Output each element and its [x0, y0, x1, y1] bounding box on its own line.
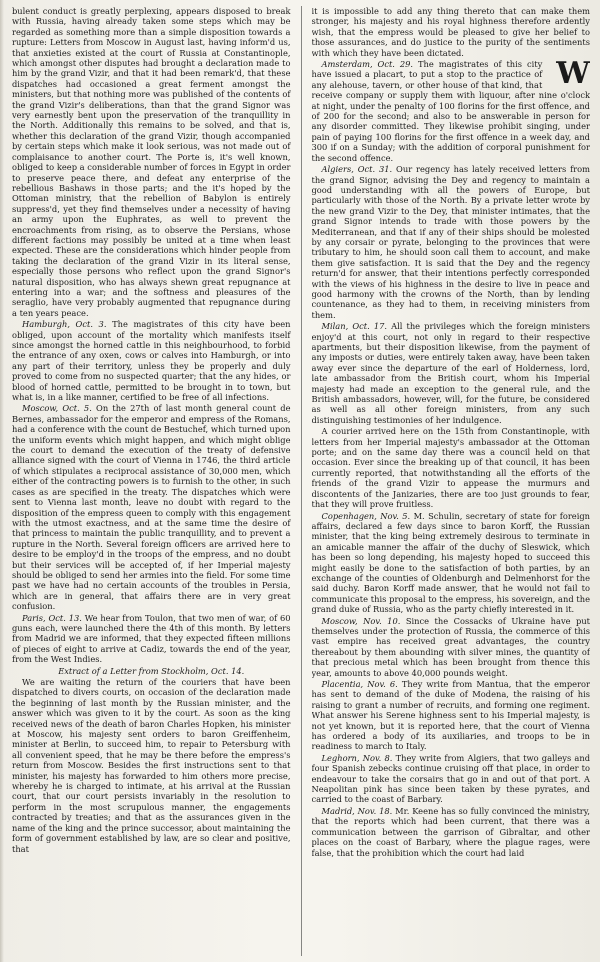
moscow-november-dateline: Moscow, Nov. 10. [321, 615, 401, 626]
paris-report [12, 613, 291, 665]
article-opening-paragraph: bulent conduct is greatly perplexing, appears disposed to break with Russia, having already taken some steps which may be regarded as something more than a simple disposition towards a rupture: Letters from Moscow in August last, having inform'd us, that anxieties existed at the court of Russia at Constantinople, which amongst other disputes had brought a declaration made to him by the grand Vizir, and that it had been remark'd, that these dispatches had occasioned a great ferment amongst the ministers, but that nothing more was published of the contents of the grand Vizir's deliberations, than that the grand Signor was very earnestly bent upon the preservation of the tranquillity in the North. Additionally this remains to be solved, and that is, whether this declaration of the grand Vizir, though accompanied by certain steps which make it look serious, was not made out of complaisance to another court. The Porte is, it's well known, obliged to keep a considerable number of forces in Egypt in order to preserve peace there, and defeat any enterprise of the rebellious Bashaws in those parts; and the it's hoped by the Ottoman ministry, that the rebellion of Babylon is entirely suppress'd, yet they find themselves under a necessity of having an army upon the Euphrates, as well to prevent the encroachments from rising, as to observe the Persians, whose different factions may possibly be united at a time when least expected. These are the considerations which hinder people from taking the declaration of the grand Vizir in its literal sense, especially those persons who reflect upon the grand Signor's natural disposition, who has always shewn great repugnance at entering into a war; and the softness and pleasures of the seraglio, have very probably augmented that repugnance during a ten years peace. [12, 6, 291, 318]
text-columns [12, 6, 590, 956]
hamburgh-dateline: Hamburgh, Oct. 3. [22, 319, 107, 330]
madrid-report [312, 806, 591, 858]
courier-report: A courier arrived here on the 15th from Constantinople, with letters from her Imperial majesty's ambassador at the Ottoman porte; and on the same day there was a council held on that occasion. Ever since the breaking up of that council, it has been currently reported, that notwithstanding all the efforts of the friends of the grand Vizir to appease the murmurs and discontents of the Janizaries, there are too just grounds to fear, that they will prove fruitless. [311, 426, 590, 510]
moscow-text: On the 27th of last month general count de Bernes, ambassador for the emperor and empress of the Romans, had a conference with the count de Bestuchef, which turned upon the uniform events which might happen, and which might oblige the court to demand the execution of the treaty of defensive alliance signed with the court of Vienna in 1746, the third article of which stipulates a reciprocal assistance of 30,000 men, which either of the contracting powers is to furnish to the other, in such cases as are specified in the treaty. The dispatches which were sent to Vienna last month, leave no doubt with regard to the disposition of the empress queen to comply with this engagement with the utmost exactness, and at the same time the desire of that princess to maintain the public tranquillity, and to prevent a rupture in the North. Several foreign officers are arrived here to desire to be employ'd in the troops of the empress, and no doubt but their services will be accepted of, if her Imperial majesty should be obliged to send her armies into the field. For some time past we have had no certain accounts of the troubles in Persia, which are in general, that affairs there are in very great confusion. [12, 403, 291, 612]
milan-dateline: Milan, Oct. 17. [321, 321, 388, 332]
copenhagen-report [312, 511, 591, 615]
algiers-dateline: Algiers, Oct. 31. [321, 164, 393, 175]
moscow-november-report [312, 616, 591, 678]
amsterdam-report [311, 56, 591, 163]
drop-cap-letter: W [556, 56, 590, 92]
copenhagen-dateline: Copenhagen, Nov. 5. [321, 510, 411, 521]
milan-report [312, 321, 591, 425]
leghorn-text: They write from Algiers, that two galleys and four Spanish zebecks continue cruising off that place, in order to endeavour to take the corsairs that go in and out of that port. A Neapolitan pink has since been taken by these pyrates, and carried to the coast of Barbary. [311, 752, 590, 805]
algiers-report [312, 164, 591, 320]
hamburgh-report [12, 319, 291, 402]
leghorn-report [312, 753, 591, 805]
hamburgh-text: The magistrates of this city have been obliged, upon account of the mortality which manifests itself since amongst the horned cattle in this neighbourhood, to forbid the entrance of any oxen, cows or calves into Hamburgh, or into any part of their territory, unless they be properly and duly proved to come from no suspected quarter; that the any hides, or blood of horned cattle, permitted to be brought in to town, but what is, in a like manner, certified to be free of all infections. [12, 319, 291, 403]
algiers-text: Our regency has lately received letters from the grand Signor, advising the Dey and regency to maintain a good understanding with all the powers of Europe, but particularly with those of the North. By a private letter wrote by the new grand Vizir to the Dey, that minister intimates, that the grand Signor intends to trade with those powers by the Mediterranean, and that if any of their ships should be molested by any corsair or pyrate, belonging to the provinces that were tributary to him, he should soon call them to account, and make them give satisfaction. It is said that the Dey and the regency return'd for answer, that their intentions perfectly corresponded with the views of his highness in the desire to live in peace and good harmony with the crowns of the North, than by lending countenance, as they had to them, in receiving ministers from them. [311, 164, 590, 320]
madrid-text: Mr. Keene has so fully convinced the ministry, that the reports which had been current, that there was a communication between the garrison of Gibraltar, and other places on the coast of Barbary, where the plague rages, were false, that the prohibition which the court had laid [311, 805, 590, 858]
placentia-text: They write from Mantua, that the emperor has sent to demand of the duke of Modena, the raising of his raising to grant a number of recruits, and forming one regiment. What answer his Serene highness sent to his Imperial majesty, is not yet known, but it is reported here, that the court of Vienna has ordered a body of its auxiliaries, and troops to be in readiness to march to Italy. [311, 679, 590, 752]
stockholm-extract-heading: Extract of a Letter from Stockholm, Oct. 14. [58, 665, 245, 676]
paris-text: We hear from Toulon, that two men of war, of 60 guns each, were launched there the 4th of this month. By letters from Madrid we are informed, that they expected fifteen millions of pieces of eight to arrive at Cadiz, towards the end of the year, from the West Indies. [12, 612, 291, 665]
placentia-dateline: Placentia, Nov. 6. [321, 679, 398, 689]
copenhagen-text: M. Schulin, secretary of state for foreign affairs, declared a few days since to baron Korff, the Russian minister, that the king being extremely desirous to terminate in an amicable manner the affair of the duchy of Sleswick, which has been so long depending, his majesty hoped to succeed this might easily be done to the satisfaction of both parties, by an exchange of the counties of Oldenburgh and Delmenhorst for the said duchy. Baron Korff made answer, that he would not fail to communicate this proposal to the empress, his sovereign, and the grand duke of Russia, who as the party chiefly interested in it. [311, 510, 590, 615]
moscow-november-text: Since the Cossacks of Ukraine have put themselves under the protection of Russia, the commerce of this vast empire has received great advantages, the country thereabout by them abounding with silver mines, the quantity of that precious metal which has been brought from thence this year, amounts to above 40,000 pounds weight. [311, 615, 590, 678]
right-column [312, 6, 591, 956]
milan-text: All the privileges which the foreign ministers enjoy'd at this court, not only in regard to their respective apartments, but their disposition likewise, from the payment of any imposts or duties, were entirely taken away, have been taken away ever since the departure of the earl of Holderness, lord, late ambassador from the British court, whom his Imperial majesty had made an exception to the general rule, and the British ambassadors, however, will, for the future, be considered as well as all other foreign ministers, from any such distinguishing testimonies of her indulgence. [311, 321, 590, 425]
left-column [12, 6, 291, 956]
amsterdam-dateline: Amsterdam, Oct. 29. [321, 59, 414, 70]
paris-dateline: Paris, Oct. 13. [22, 612, 82, 623]
continued-paragraph: it is impossible to add any thing thereto that can make them stronger, his majesty and his royal highness therefore ardently wish, that the empress would be pleased to give her belief to those assurances, and do justice to the purity of the sentiments with which they have been dictated. [311, 6, 590, 58]
column-divider [301, 6, 302, 956]
page-edge-shadow [0, 0, 4, 962]
amsterdam-text: The magistrates of this city have issued a placart, to put a stop to the practice of any alehouse, tavern, or other house of that kind, that receive company or supply them with liquour, after nine o'clock at night, under the penalty of 100 florins for the first offence, and of 200 for the second; and also to be answerable in person for any disorder committed. They likewise prohibit singing, under pain of paying 100 florins for the first offence in a week day, and 300 if on a Sunday; with the addition of corporal punishment for the second offence. [311, 59, 590, 163]
leghorn-dateline: Leghorn, Nov. 8. [321, 752, 393, 763]
moscow-dateline: Moscow, Oct. 5. [22, 403, 92, 414]
moscow-report [12, 403, 291, 611]
stockholm-extract-text: We are waiting the return of the couriers that have been dispatched to divers courts, on occasion of the declaration made the beginning of last month by the Russian minister, and the answer which was given to it by the court. As soon as the king received news of the death of baron Charles Hopken, his minister at Moscow, his majesty sent orders to baron Greiffenheim, minister at Berlin, to succeed him, to repair to Petersburg with all convenient speed, that he may be there before the empress's return from Moscow. Besides the first instructions sent to that minister, his majesty has forwarded to him others more precise, whereby he is charged to intimate, at his arrival at the Russian court, that our court persists invariably in the resolution to perform in the most scrupulous manner, the engagements contracted by treaties; and that as the assurances given in the name of the king and the prince successor, about maintaining the form of government established by law, are so clear and positive, that [12, 677, 291, 854]
madrid-dateline: Madrid, Nov. 18. [321, 805, 393, 816]
placentia-report [312, 679, 591, 752]
